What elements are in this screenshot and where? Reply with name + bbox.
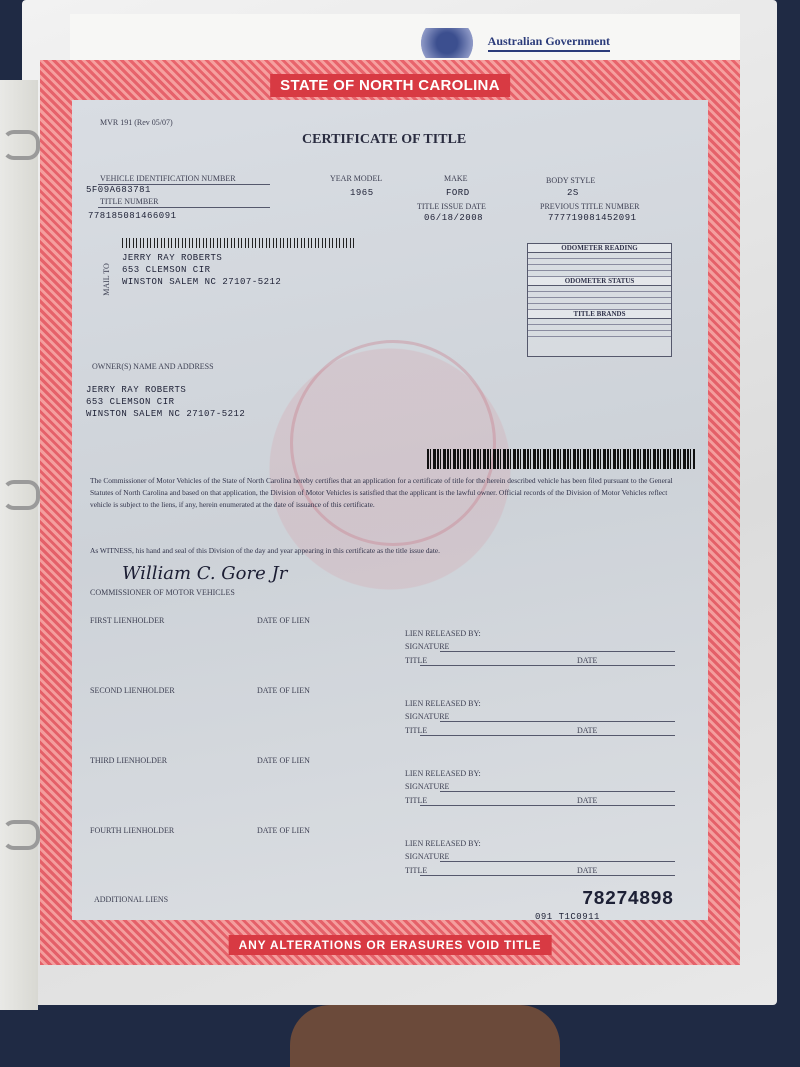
lien-released-label: LIEN RELEASED BY:: [405, 699, 481, 708]
form-number: MVR 191 (Rev 05/07): [100, 118, 173, 127]
signature-label: SIGNATURE: [405, 782, 450, 791]
title-line-label: TITLE: [405, 796, 428, 805]
hand: [290, 1005, 560, 1067]
signature-line: [440, 651, 675, 652]
signature-label: SIGNATURE: [405, 712, 450, 721]
lienholder-label: FOURTH LIENHOLDER: [90, 826, 175, 835]
binder-edge: [0, 80, 38, 1010]
lien-released-label: LIEN RELEASED BY:: [405, 839, 481, 848]
make-label: MAKE: [444, 174, 468, 183]
binder-ring: [2, 820, 40, 850]
make-value: FORD: [446, 188, 470, 198]
commissioner-label: COMMISSIONER OF MOTOR VEHICLES: [90, 588, 235, 597]
title-line-label: TITLE: [405, 866, 428, 875]
title-number-label: TITLE NUMBER: [100, 197, 159, 206]
title-line-label: TITLE: [405, 726, 428, 735]
certificate-body: [72, 100, 708, 920]
date-of-lien-label: DATE OF LIEN: [257, 686, 310, 695]
lien-released-label: LIEN RELEASED BY:: [405, 769, 481, 778]
signature-label: SIGNATURE: [405, 852, 450, 861]
signature-label: SIGNATURE: [405, 642, 450, 651]
date-of-lien-label: DATE OF LIEN: [257, 826, 310, 835]
certificate-title: CERTIFICATE OF TITLE: [302, 132, 467, 147]
issue-date-label: TITLE ISSUE DATE: [417, 202, 486, 211]
issue-date-value: 06/18/2008: [424, 213, 484, 223]
title-date-line: [420, 875, 675, 876]
vin-value: 5F09A683781: [86, 185, 151, 195]
signature-line: [440, 861, 675, 862]
title-line-label: TITLE: [405, 656, 428, 665]
lienholder-label: SECOND LIENHOLDER: [90, 686, 175, 695]
mail-to-label: MAIL TO: [101, 263, 111, 296]
odometer-box: [527, 243, 672, 357]
prev-title-label: PREVIOUS TITLE NUMBER: [540, 202, 640, 211]
control-number: 78274898: [582, 888, 674, 910]
odometer-status-label: ODOMETER STATUS: [528, 277, 671, 286]
owners-label: OWNER(S) NAME AND ADDRESS: [92, 362, 214, 371]
title-date-line: [420, 805, 675, 806]
void-warning-banner: ANY ALTERATIONS OR ERASURES VOID TITLE: [229, 935, 552, 955]
year-label: YEAR MODEL: [330, 174, 383, 183]
title-brands-label: TITLE BRANDS: [528, 310, 671, 319]
coat-of-arms-icon: [416, 28, 478, 58]
binder-ring: [2, 130, 40, 160]
date-line-label: DATE: [577, 726, 598, 735]
title-barcode: [427, 449, 695, 469]
title-number-value: 778185081466091: [88, 211, 177, 221]
prev-title-value: 777719081452091: [548, 213, 637, 223]
witness-text: As WITNESS, his hand and seal of this Division of the day and year appearing in this certificate as the title issue date.: [90, 546, 441, 555]
body-style-value: 2S: [567, 188, 579, 198]
owner-line: 653 CLEMSON CIR: [86, 397, 175, 407]
gov-header: [416, 28, 610, 58]
state-banner: STATE OF NORTH CAROLINA: [270, 74, 510, 97]
state-seal-watermark: [290, 340, 496, 546]
vin-label: VEHICLE IDENTIFICATION NUMBER: [100, 174, 236, 183]
commissioner-signature: William C. Gore Jr: [122, 563, 288, 584]
postal-barcode: [122, 238, 357, 248]
footer-code: 091 T1C0911: [535, 912, 600, 922]
lienholder-label: THIRD LIENHOLDER: [90, 756, 168, 765]
divider: [98, 207, 270, 208]
certification-text: The Commissioner of Motor Vehicles of the State of North Carolina hereby certifies that an application for a certificate of title for the herein described vehicle has been filed pursuant to the General Statutes of North Carolina and based on that application, the Division of Motor Vehicles is satisfied that the applicant is the lawful owner. Official records of the Division of Motor Vehicles reflect vehicle is subject to the liens, if any, herein enumerated at the date of issuance of this certificate.: [90, 476, 673, 509]
certificate-of-title: [40, 60, 740, 965]
mail-to-line: WINSTON SALEM NC 27107-5212: [122, 277, 282, 287]
odometer-reading-label: ODOMETER READING: [528, 244, 671, 253]
additional-liens-label: ADDITIONAL LIENS: [94, 895, 169, 904]
date-of-lien-label: DATE OF LIEN: [257, 756, 310, 765]
date-line-label: DATE: [577, 866, 598, 875]
date-line-label: DATE: [577, 656, 598, 665]
owner-line: WINSTON SALEM NC 27107-5212: [86, 409, 246, 419]
body-style-label: BODY STYLE: [546, 176, 596, 185]
year-value: 1965: [350, 188, 374, 198]
binder-ring: [2, 480, 40, 510]
owner-line: JERRY RAY ROBERTS: [86, 385, 187, 395]
title-date-line: [420, 665, 675, 666]
mail-to-line: JERRY RAY ROBERTS: [122, 253, 223, 263]
date-of-lien-label: DATE OF LIEN: [257, 616, 310, 625]
signature-line: [440, 791, 675, 792]
gov-name: Australian Government: [488, 34, 610, 52]
lienholder-label: FIRST LIENHOLDER: [90, 616, 165, 625]
mail-to-line: 653 CLEMSON CIR: [122, 265, 211, 275]
date-line-label: DATE: [577, 796, 598, 805]
signature-line: [440, 721, 675, 722]
title-date-line: [420, 735, 675, 736]
lien-released-label: LIEN RELEASED BY:: [405, 629, 481, 638]
